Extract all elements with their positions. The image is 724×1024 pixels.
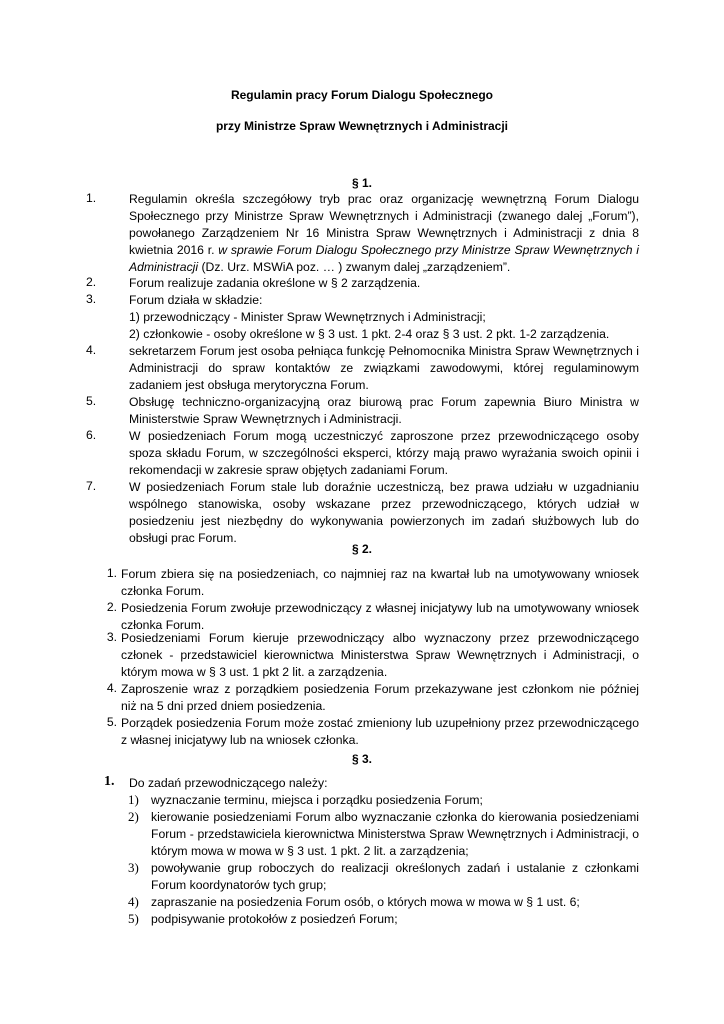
s1-item-3-text [129,292,639,343]
section-3-heading: § 3. [351,752,372,766]
s3-item-1-number: 1. [104,774,115,789]
s3-sub-1-number: 1) [128,792,139,807]
document-title: Regulamin pracy Forum Dialogu Społecznego [230,88,494,102]
s2-item-4-text: Zaproszenie wraz z porządkiem posiedzenia Forum przekazywane jest członkom nie później niż na 5 dni przed dniem posiedzenia. [121,682,639,713]
s3-sub-2-number: 2) [128,809,139,824]
s1-item-7-number: 7. [86,479,97,493]
s1-item-3-sub-2: 2) członkowie - osoby określone w § 3 ust. 1 pkt. 2-4 oraz § 3 ust. 2 pkt. 1-2 zarządzenia. [129,326,610,341]
s3-item-1-text: Do zadań przewodniczącego należy: [129,776,328,790]
s1-item-2-number: 2. [86,275,97,289]
s1-item-4-number: 4. [86,343,97,357]
s1-item-3-sub-1: 1) przewodniczący - Minister Spraw Wewnętrznych i Administracji; [129,309,486,324]
s2-item-2-number: 2. [106,600,117,614]
s3-sub-5-number: 5) [128,911,139,926]
s1-item-2-text: Forum realizuje zadania określone w § 2 zarządzenia. [129,276,421,290]
s3-sub-4-text: zapraszanie na posiedzenia Forum osób, o których mowa w mowa w § 1 ust. 6; [151,895,580,909]
s3-sub-3-number: 3) [128,860,139,875]
s1-item-1-text: Regulamin określa szczegółowy tryb prac oraz organizację wewnętrzną Forum Dialogu Społecznego przy Ministrze Spraw Wewnętrznych i Administracji (zwanego dalej „Forum”), powołanego Zarządzeniem Nr 16 Ministra Spraw Wewnętrznych i Administracji z dnia 8 kwietnia 2016 r. w sprawie Forum Dialogu Społecznego przy Ministrze Spraw Wewnętrznych i Administracji (Dz. Urz. MSWiA poz. … ) zwanym dalej „zarządzeniem”. [129,192,639,274]
section-2-heading: § 2. [351,542,372,556]
s2-item-5-text: Porządek posiedzenia Forum może zostać zmieniony lub uzupełniony przez przewodniczącego z własnej inicjatywy lub na wniosek członka. [121,716,639,747]
s3-sub-5-text: podpisywanie protokołów z posiedzeń Forum; [151,912,398,926]
s1-item-5-number: 5. [86,394,97,408]
s3-sub-3-text: powoływanie grup roboczych do realizacji określonych zadań i ustalanie z członkami Forum koordynatorów tych grup; [151,861,639,892]
s1-item-5-text: Obsługę techniczno-organizacyjną oraz biurową prac Forum zapewnia Biuro Ministra w Ministerstwie Spraw Wewnętrznych i Administracji. [129,395,639,426]
s1-item-6-text: W posiedzeniach Forum mogą uczestniczyć zaproszone przez przewodniczącego osoby spoza składu Forum, w szczególności eksperci, którzy mają prawo wyrażania swoich opinii i rekomendacji w zakresie spraw objętych zadaniami Forum. [129,429,639,477]
section-1-heading: § 1. [351,176,372,190]
s1-item-3-intro: Forum działa w składzie: [129,293,263,307]
s2-item-5-number: 5. [106,715,117,729]
s2-item-3-text: Posiedzeniami Forum kieruje przewodniczący albo wyznaczony przez przewodniczącego członek - przedstawiciel kierownictwa Ministerstwa Spraw Wewnętrznych i Administracji, o którym mowa w § 3 ust. 1 pkt 2 lit. a zarządzenia. [121,631,639,679]
s3-sub-1-text: wyznaczanie terminu, miejsca i porządku posiedzenia Forum; [151,793,483,807]
s2-item-3-number: 3. [106,630,117,644]
s1-item-1-number: 1. [86,191,97,205]
s1-item-6-number: 6. [86,428,97,442]
s2-item-1-number: 1. [106,566,117,580]
document-subtitle: przy Ministrze Spraw Wewnętrznych i Administracji [215,119,509,133]
s1-item-3-number: 3. [86,292,97,306]
s3-sub-2-text: kierowanie posiedzeniami Forum albo wyznaczanie członka do kierowania posiedzeniami Forum - przedstawiciela kierownictwa Ministerstwa Spraw Wewnętrznych i Administracji, o którym mowa w mowa w § 3 ust. 1 pkt. 2 lit. a zarządzenia; [151,810,639,858]
s3-sub-4-number: 4) [128,894,139,909]
s1-item-7-text: W posiedzeniach Forum stale lub doraźnie uczestniczą, bez prawa udziału w uzgadnianiu wspólnego stanowiska, osoby wskazane przez przewodniczącego, których udział w posiedzeniu jest niezbędny do wykonywania powierzonych im zadań służbowych lub do obsługi prac Forum. [129,480,639,545]
s2-item-4-number: 4. [106,681,117,695]
s2-item-2-text: Posiedzenia Forum zwołuje przewodniczący z własnej inicjatywy lub na umotywowany wniosek członka Forum. [121,601,639,632]
s2-item-1-text: Forum zbiera się na posiedzeniach, co najmniej raz na kwartał lub na umotywowany wniosek członka Forum. [121,567,639,598]
s1-item-4-text: sekretarzem Forum jest osoba pełniąca funkcję Pełnomocnika Ministra Spraw Wewnętrznych i Administracji do spraw kontaktów ze związkami zawodowymi, której regulaminowym zadaniem jest obsługa merytoryczna Forum. [129,344,639,392]
